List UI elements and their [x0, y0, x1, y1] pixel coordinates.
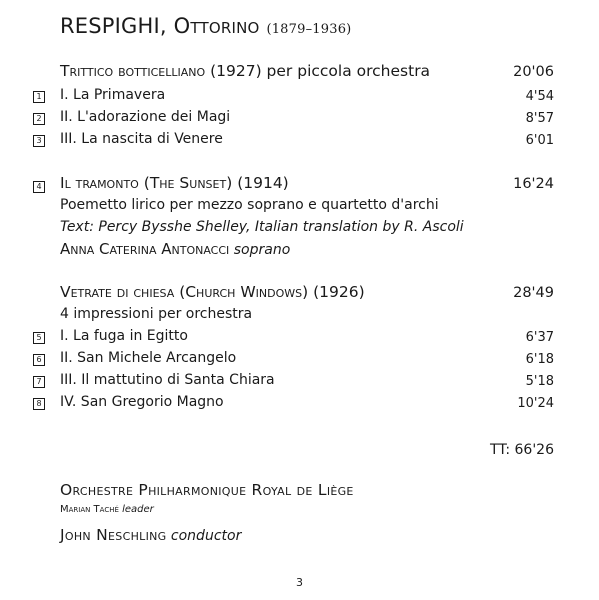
work-title-text: Vetrate di chiesa — [60, 283, 175, 301]
work-title-suffix: (1926) — [313, 283, 365, 301]
composer-first-name: Ottorino — [173, 14, 260, 38]
track-number-box: 6 — [33, 354, 45, 366]
soloist-role: soprano — [233, 242, 291, 258]
track-title: I. La Primavera — [60, 87, 166, 103]
track-title: III. La nascita di Venere — [60, 131, 223, 147]
track-number-box: 2 — [33, 113, 45, 125]
composer-surname: RESPIGHI, — [60, 14, 167, 38]
work-duration: 16'24 — [513, 176, 554, 192]
composer-heading — [60, 14, 351, 38]
work-title-suffix: (1927) per piccola orchestra — [210, 62, 431, 80]
conductor-credit — [60, 526, 241, 544]
soloist-credit — [60, 240, 290, 258]
work-title-english: (The Sunset) — [143, 174, 233, 192]
track-duration: 6'37 — [525, 330, 554, 345]
soloist-name: Anna Caterina Antonacci — [60, 240, 230, 258]
track-duration: 10'24 — [517, 396, 554, 411]
track-number-box: 8 — [33, 398, 45, 410]
work-title-tramonto — [60, 174, 289, 192]
track-title: II. L'adorazione dei Magi — [60, 109, 231, 125]
track-duration: 6'01 — [525, 133, 554, 148]
track-number-box: 3 — [33, 135, 45, 147]
work-title-english: (Church Windows) — [179, 283, 309, 301]
work-title-text: Il tramonto — [60, 174, 139, 192]
leader-role: leader — [122, 504, 154, 515]
leader-credit — [60, 504, 154, 515]
track-number-box: 4 — [33, 181, 45, 193]
total-time: TT: 66'26 — [490, 442, 554, 458]
leader-name: Marian Taché — [60, 504, 119, 515]
track-title: I. La fuga in Egitto — [60, 328, 188, 344]
track-number-box: 5 — [33, 332, 45, 344]
composer-dates: (1879–1936) — [266, 22, 352, 37]
conductor-role: conductor — [170, 528, 242, 544]
page-number: 3 — [296, 576, 303, 589]
track-duration: 8'57 — [525, 111, 554, 126]
track-title: III. Il mattutino di Santa Chiara — [60, 372, 275, 388]
work-title-text: Trittico botticelliano — [60, 62, 206, 80]
track-duration: 6'18 — [525, 352, 554, 367]
track-title: IV. San Gregorio Magno — [60, 394, 224, 410]
work-title-suffix: (1914) — [237, 174, 289, 192]
work-title-trittico — [60, 62, 430, 80]
track-duration: 4'54 — [525, 89, 554, 104]
work-duration: 20'06 — [513, 64, 554, 80]
work-subtitle: Poemetto lirico per mezzo soprano e quartetto d'archi — [60, 197, 439, 213]
work-duration: 28'49 — [513, 285, 554, 301]
track-number-box: 1 — [33, 91, 45, 103]
work-title-vetrate — [60, 283, 365, 301]
text-credit: Text: Percy Bysshe Shelley, Italian translation by R. Ascoli — [60, 219, 464, 235]
orchestra-name: Orchestre Philharmonique Royal de Liège — [60, 481, 354, 499]
track-duration: 5'18 — [525, 374, 554, 389]
work-subtitle: 4 impressioni per orchestra — [60, 306, 253, 322]
track-title: II. San Michele Arcangelo — [60, 350, 237, 366]
conductor-name: John Neschling — [60, 526, 167, 544]
track-number-box: 7 — [33, 376, 45, 388]
